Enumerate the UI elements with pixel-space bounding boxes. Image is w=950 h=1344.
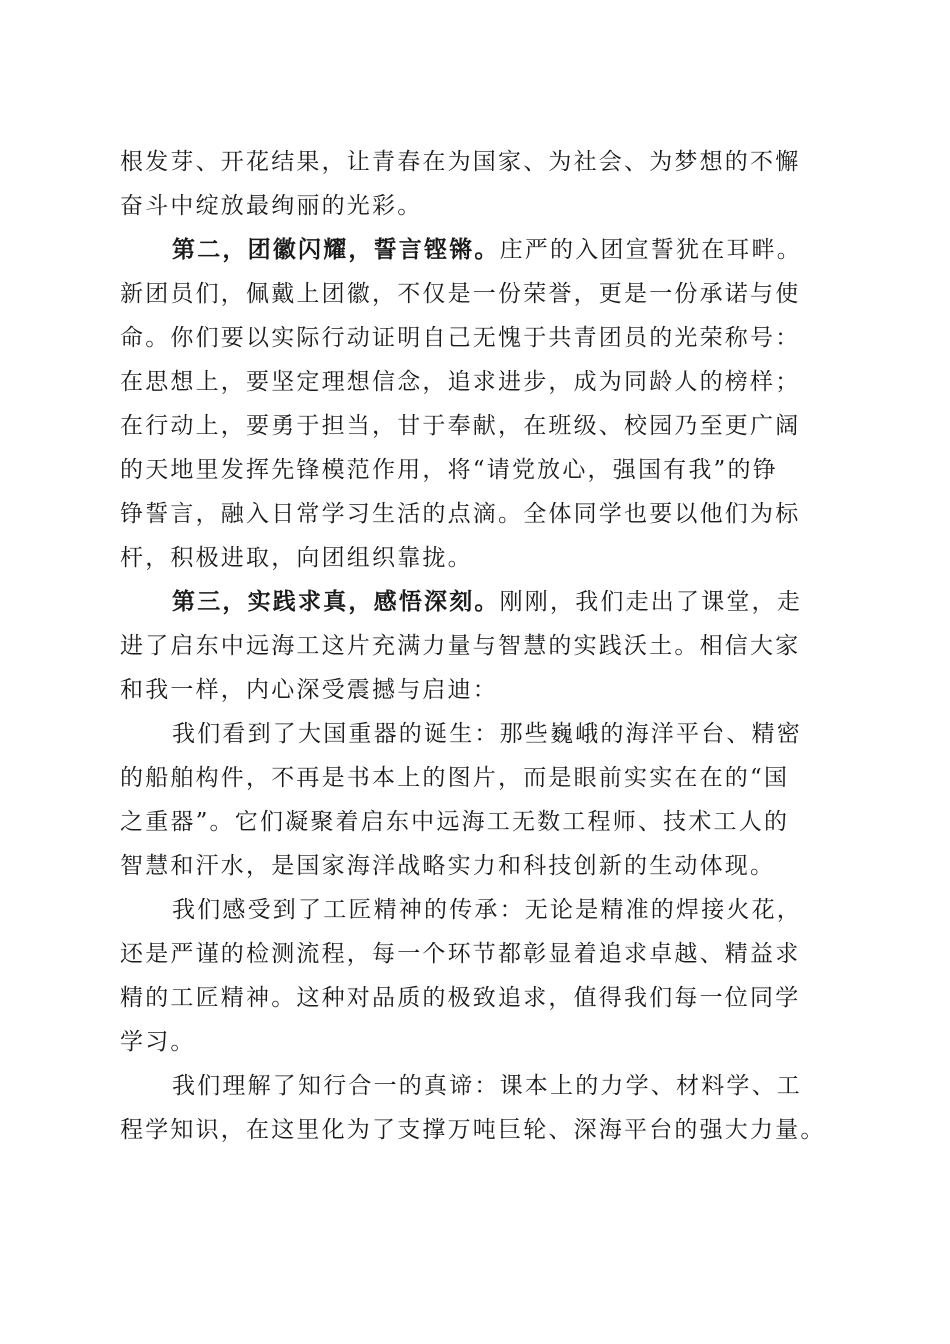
text-line: 还是严谨的检测流程，每一个环节都彰显着追求卓越、精益求: [120, 941, 801, 967]
paragraph-continuation: [120, 140, 840, 228]
text-line-first: 我们看到了大国重器的诞生：那些巍峨的海洋平台、精密: [172, 721, 802, 747]
section-heading-second: 第二，团徽闪耀，誓言铿锵。: [172, 236, 500, 263]
paragraph-knowledge-practice: [120, 1064, 840, 1152]
text-line: 在思想上，要坚定理想信念，追求进步，成为同龄人的榜样；: [120, 369, 801, 395]
text-line: 的天地里发挥先锋模范作用，将“请党放心，强国有我”的铮: [120, 457, 778, 483]
paragraph-third-point: [120, 580, 840, 712]
text-line: 命。你们要以实际行动证明自己无愧于共青团员的光荣称号：: [120, 325, 801, 351]
text-line: 根发芽、开花结果，让青春在为国家、为社会、为梦想的不懈: [120, 149, 801, 175]
text-line-rest: 刚刚，我们走出了课堂，走: [499, 589, 803, 615]
text-line-rest: 庄严的入团宣誓犹在耳畔。: [499, 237, 803, 263]
text-line: 之重器”。它们凝聚着启东中远海工无数工程师、技术工人的: [120, 809, 790, 835]
text-line-first: 我们理解了知行合一的真谛：课本上的力学、材料学、工: [172, 1073, 802, 1099]
text-line: 智慧和汗水，是国家海洋战略实力和科技创新的生动体现。: [120, 853, 776, 879]
text-line: 杆，积极进取，向团组织靠拢。: [120, 545, 473, 571]
paragraph-craftsmanship: [120, 888, 840, 1064]
text-line-first: [120, 228, 840, 272]
text-line: 学习。: [120, 1029, 196, 1055]
paragraph-heavy-equipment: [120, 712, 840, 888]
section-heading-third: 第三，实践求真，感悟深刻。: [172, 588, 500, 615]
text-line: 精的工匠精神。这种对品质的极致追求，值得我们每一位同学: [120, 985, 801, 1011]
text-line-first: [120, 580, 840, 624]
text-line: 程学知识，在这里化为了支撑万吨巨轮、深海平台的强大力量。: [120, 1117, 826, 1143]
paragraph-second-point: [120, 228, 840, 580]
text-line: 铮誓言，融入日常学习生活的点滴。全体同学也要以他们为标: [120, 501, 801, 527]
text-line: 在行动上，要勇于担当，甘于奉献，在班级、校园乃至更广阔: [120, 413, 801, 439]
text-line: 和我一样，内心深受震撼与启迪：: [120, 677, 498, 703]
body-text: [120, 140, 840, 1152]
text-line: 新团员们，佩戴上团徽，不仅是一份荣誉，更是一份承诺与使: [120, 281, 801, 307]
text-line: 奋斗中绽放最绚丽的光彩。: [120, 193, 423, 219]
text-line: 进了启东中远海工这片充满力量与智慧的实践沃土。相信大家: [120, 633, 801, 659]
text-line-first: 我们感受到了工匠精神的传承：无论是精准的焊接火花，: [172, 897, 802, 923]
text-line: 的船舶构件，不再是书本上的图片，而是眼前实实在在的“国: [120, 765, 790, 791]
